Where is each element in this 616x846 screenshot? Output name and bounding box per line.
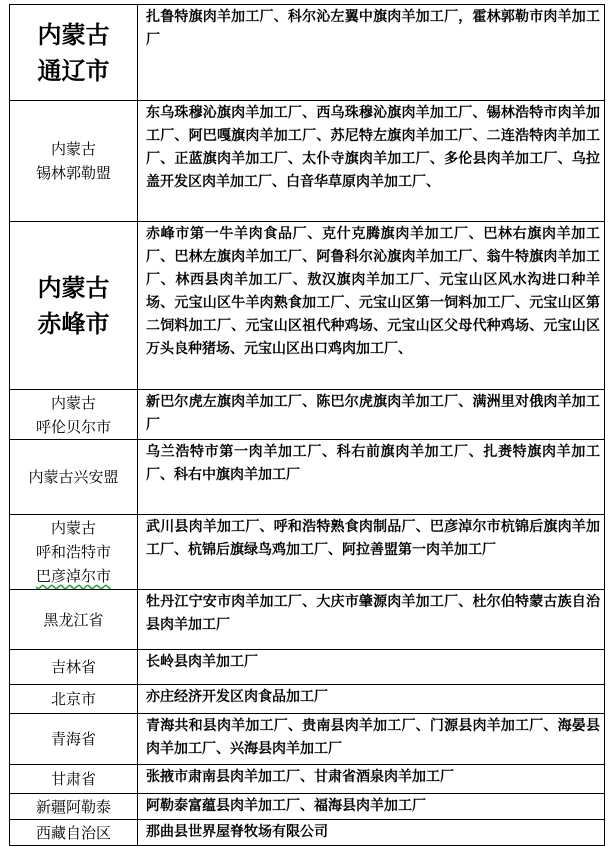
region-cell [10, 5, 138, 101]
plant-list: 赤峰市第一牛羊肉食品厂、克什克腾旗肉羊加工厂、巴林右旗肉羊加工厂、巴林左旗肉羊加工厂、阿鲁科尔沁旗肉羊加工厂、翁牛特旗肉羊加工厂、林西县肉羊加工厂、敖汉旗肉羊加工厂、元宝山区风水沟进口种羊场、元宝山区牛羊肉熟食加工厂、元宝山区第一饲料加工厂、元宝山区第二饲料加工厂、元宝山区祖代种鸡场、元宝山区父母代种鸡场、元宝山区万头良种猪场、元宝山区出口鸡肉加工厂、 [138, 222, 605, 390]
plants-table [9, 4, 605, 846]
region-line: 呼和浩特市 [35, 543, 111, 561]
region-cell [10, 685, 138, 714]
region-line: 内蒙古 [50, 140, 96, 158]
table-row [10, 794, 605, 820]
plant-list: 扎鲁特旗肉羊加工厂、科尔沁左翼中旗肉羊加工厂，霍林郭勒市肉羊加工厂 [138, 5, 605, 101]
plant-list: 亦庄经济开发区肉食品加工厂 [138, 685, 605, 714]
region-line: 吉林省 [50, 658, 96, 676]
table-row [10, 685, 605, 714]
region-cell [10, 794, 138, 820]
plant-list: 那曲县世界屋脊牧场有限公司 [138, 820, 605, 846]
region-line: 呼伦贝尔市 [35, 417, 111, 436]
region-line: 内蒙古 [50, 519, 96, 537]
region-line: 内蒙古 [37, 273, 110, 302]
table-row [10, 650, 605, 685]
table-row [10, 5, 605, 101]
region-cell [10, 222, 138, 390]
region-line: 内蒙古 [37, 20, 110, 49]
region-cell [10, 390, 138, 440]
plant-list: 乌兰浩特市第一肉羊加工厂、科右前旗肉羊加工厂、扎赉特旗肉羊加工厂、科右中旗肉羊加工厂 [138, 440, 605, 515]
region-cell [10, 714, 138, 765]
region-cell [10, 590, 138, 650]
table-row [10, 222, 605, 390]
table-row [10, 590, 605, 650]
region-line: 锡林郭勒盟 [35, 164, 111, 182]
plant-list: 东乌珠穆沁旗肉羊加工厂、西乌珠穆沁旗肉羊加工厂、锡林浩特市肉羊加工厂、阿巴嘎旗肉羊加工厂、苏尼特左旗肉羊加工厂、二连浩特肉羊加工厂、正蓝旗肉羊加工厂、太仆寺旗肉羊加工厂、多伦县肉羊加工厂、乌拉盖开发区肉羊加工厂、白音华草原肉羊加工厂、 [138, 101, 605, 222]
region-cell [10, 515, 138, 590]
plant-list: 新巴尔虎左旗肉羊加工厂、陈巴尔虎旗肉羊加工厂、满洲里对俄肉羊加工厂 [138, 390, 605, 440]
region-cell [10, 440, 138, 515]
region-line: 通辽市 [37, 56, 110, 85]
table-row [10, 440, 605, 515]
plant-list: 牡丹江宁安市肉羊加工厂、大庆市肇源肉羊加工厂、杜尔伯特蒙古族自治县肉羊加工厂 [138, 590, 605, 650]
region-line: 巴彦淖尔市 [35, 567, 111, 585]
table-row [10, 714, 605, 765]
table-row [10, 101, 605, 222]
plant-list: 青海共和县肉羊加工厂、贵南县肉羊加工厂、门源县肉羊加工厂、海晏县肉羊加工厂、兴海县肉羊加工厂 [138, 714, 605, 765]
plant-list: 张掖市肃南县肉羊加工厂、甘肃省酒泉肉羊加工厂 [138, 765, 605, 794]
table-row [10, 820, 605, 846]
plant-list: 长岭县肉羊加工厂 [138, 650, 605, 685]
region-line: 内蒙古兴安盟 [28, 468, 119, 486]
plant-list: 阿勒泰富蕴县肉羊加工厂、福海县肉羊加工厂 [138, 794, 605, 820]
table-row [10, 515, 605, 590]
table-row [10, 765, 605, 794]
region-cell [10, 765, 138, 794]
region-cell [10, 101, 138, 222]
region-line: 内蒙古 [50, 393, 96, 412]
region-cell [10, 820, 138, 846]
region-line: 新疆阿勒泰 [35, 797, 111, 816]
region-line: 西藏自治区 [35, 823, 111, 842]
region-cell [10, 650, 138, 685]
region-line: 青海省 [50, 730, 96, 748]
plant-list: 武川县肉羊加工厂、呼和浩特熟食肉制品厂、巴彦淖尔市杭锦后旗肉羊加工厂、杭锦后旗绿鸟鸡加工厂、阿拉善盟第一肉羊加工厂 [138, 515, 605, 590]
region-line: 甘肃省 [50, 770, 96, 788]
region-line: 赤峰市 [37, 309, 110, 338]
region-line: 黑龙江省 [43, 610, 104, 629]
region-line: 北京市 [50, 690, 96, 708]
table-row [10, 390, 605, 440]
